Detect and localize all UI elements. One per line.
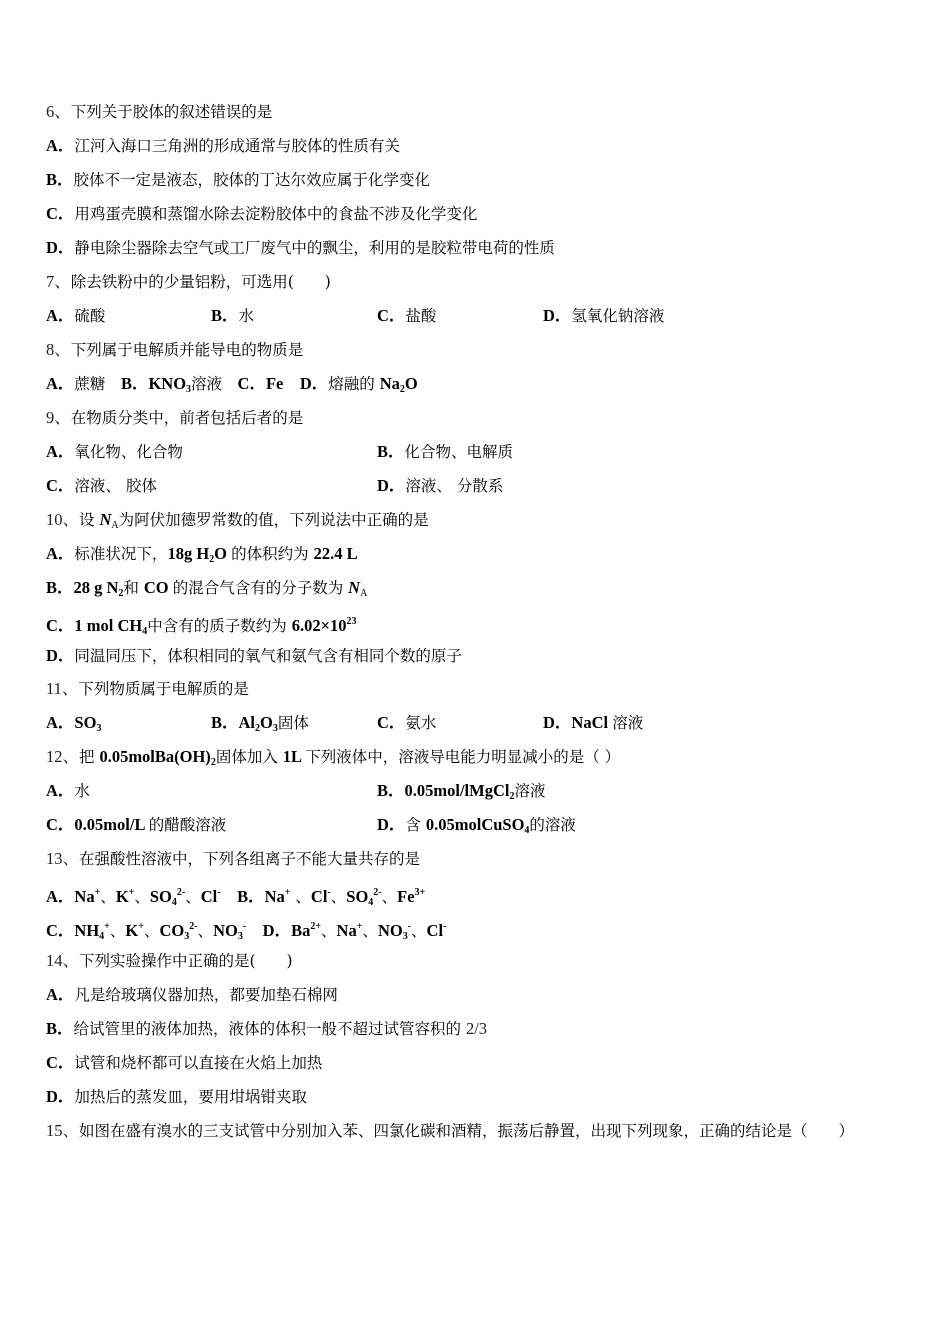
text-segment: - (407, 921, 412, 933)
text-segment: 、 (197, 922, 214, 941)
text-segment: 把 (79, 748, 100, 767)
option-text (46, 983, 338, 1007)
text-segment: 7、 (46, 271, 71, 291)
option-text (46, 168, 430, 192)
text-segment: 15、 (46, 1121, 79, 1141)
text-segment: D． (377, 475, 406, 495)
text-segment: C． (377, 305, 406, 325)
text-segment: Na (379, 373, 400, 393)
text-segment: D． (46, 1087, 75, 1107)
text-segment: 、 (290, 888, 311, 907)
text-segment: - (327, 887, 331, 899)
text-segment: Fe (397, 887, 415, 907)
text-segment: 2+ (310, 921, 322, 933)
option-text (543, 304, 664, 328)
text-segment: 溶液、 分散系 (405, 476, 504, 495)
option-text (46, 134, 400, 158)
text-segment: B．0.05mol/lMgCl (377, 781, 510, 801)
text-segment: 10、 (46, 509, 79, 529)
text-segment: 试管和烧杯都可以直接在火焰上加热 (74, 1054, 323, 1073)
text-segment: 2 (210, 757, 216, 769)
text-segment: 、 (362, 922, 378, 941)
text-segment: N (348, 577, 361, 597)
text-segment: 13、 (46, 849, 79, 869)
text-segment: + (356, 921, 363, 933)
text-segment: + (94, 887, 101, 899)
text-segment: B． (46, 1019, 74, 1039)
text-segment: NO (377, 921, 403, 941)
text-segment: 14、 (46, 951, 79, 971)
option-text (46, 100, 272, 124)
text-segment: 2- (189, 921, 198, 933)
text-segment: K (115, 887, 129, 907)
text-segment: O (260, 713, 273, 733)
text-segment: 、 (185, 888, 201, 907)
text-segment: C．0.05mol/L (46, 815, 149, 835)
text-segment: 2- (176, 887, 186, 899)
text-segment: 溶液、 胶体 (74, 476, 157, 495)
text-segment: NO (213, 921, 238, 941)
text-segment: 凡是给玻璃仪器加热，都要加垫石棉网 (74, 986, 338, 1005)
text-segment: 1L (282, 747, 306, 767)
text-segment: 氨水 (405, 714, 437, 733)
option-text (46, 1085, 307, 1109)
text-segment: 标准状况下， (74, 544, 168, 563)
text-segment: 9、 (46, 407, 71, 427)
option-text (211, 304, 254, 328)
option-text (46, 881, 425, 915)
option-text (46, 202, 477, 226)
text-segment: 、 (134, 888, 150, 907)
text-segment: 6.02×10 (291, 615, 347, 635)
text-segment: A． (46, 135, 75, 155)
text-segment: Cl (200, 887, 218, 907)
option-text (46, 338, 303, 362)
text-segment: D．NaCl (543, 713, 613, 733)
text-segment: 下列属于电解质并能导电的物质是 (70, 340, 304, 359)
text-segment: + (104, 921, 110, 933)
option-text (543, 711, 643, 735)
text-segment: 4 (142, 625, 148, 637)
text-segment: 2 (209, 553, 215, 565)
text-segment: B．Na (220, 887, 285, 907)
text-segment: 4 (171, 897, 177, 909)
text-segment: 3 (96, 723, 102, 735)
option-text (211, 711, 309, 741)
text-segment: A． (46, 781, 75, 801)
option-text (46, 644, 462, 668)
text-segment: N (99, 509, 112, 529)
text-segment: 在物质分类中，前者包括后者的是 (70, 408, 304, 427)
text-segment: C． (46, 1053, 75, 1073)
text-segment: 和 (123, 578, 144, 597)
text-segment: 23 (346, 615, 357, 627)
text-segment: 如图在盛有溴水的三支试管中分别加入苯、四氯化碳和酒精，振荡后静置，出现下列现象，正确的结论是（ ） (79, 1122, 855, 1141)
text-segment: 12、 (46, 747, 79, 767)
text-segment: 、 (411, 922, 427, 941)
text-segment: 的混合气含有的分子数为 (172, 578, 349, 597)
text-segment: 4 (99, 931, 105, 943)
option-text (377, 711, 436, 735)
option-text (46, 1119, 854, 1143)
text-segment: 同温同压下，体积相同的氧气和氨气含有相同个数的原子 (74, 646, 462, 665)
text-segment: CO (159, 921, 185, 941)
text-segment: 除去铁粉中的少量铝粉，可选用( ) (70, 272, 331, 291)
text-segment: 固体加入 (215, 748, 283, 767)
text-segment: 水 (74, 782, 90, 801)
text-segment: 胶体不一定是液态，胶体的丁达尔效应属于化学变化 (73, 170, 431, 189)
text-segment: 氧化物、化合物 (74, 442, 183, 461)
text-segment: 、 (100, 888, 116, 907)
text-segment: 含 (405, 816, 426, 835)
option-text (46, 542, 358, 572)
text-segment: 在强酸性溶液中，下列各组离子不能大量共存的是 (79, 850, 421, 869)
text-segment: A． (46, 373, 75, 393)
option-text (46, 915, 446, 949)
text-segment: A． (46, 985, 75, 1005)
text-segment: 设 (79, 510, 100, 529)
text-segment: 2 (255, 723, 261, 735)
text-segment: C． (46, 203, 75, 223)
text-segment: 18g H (167, 543, 210, 563)
text-segment: 溶液 (612, 714, 644, 733)
text-segment: A． (46, 543, 75, 563)
text-segment: 盐酸 (405, 306, 437, 325)
text-segment: B．Al (211, 713, 256, 733)
text-segment: SO (149, 887, 172, 907)
text-segment: D． (543, 305, 572, 325)
text-segment: 6、 (46, 102, 71, 121)
option-text (46, 711, 101, 741)
option-text (46, 474, 157, 498)
text-segment: 水 (238, 306, 255, 325)
text-segment: B．28 g N (46, 577, 119, 597)
text-segment: 22.4 L (313, 543, 358, 563)
option-text (377, 304, 436, 328)
text-segment: - (217, 887, 221, 899)
text-segment: 的溶液 (529, 816, 576, 835)
text-segment: 的体积约为 (231, 544, 314, 563)
option-text (46, 406, 303, 430)
text-segment: 2 (118, 587, 124, 599)
text-segment: 3 (402, 931, 408, 943)
text-segment: Cl (310, 887, 328, 907)
option-text (46, 372, 418, 402)
text-segment: B． (377, 441, 405, 461)
text-segment: 固体 (277, 714, 309, 733)
option-text (46, 677, 249, 701)
text-segment: A．SO (46, 713, 97, 733)
text-segment: 硫酸 (74, 306, 106, 325)
option-text (46, 949, 293, 973)
option-text (46, 440, 183, 464)
text-segment: 熔融的 (328, 374, 380, 393)
text-segment: 、 (143, 922, 160, 941)
text-segment: 、 (381, 888, 398, 907)
text-segment: 给试管里的液体加热，液体的体积一般不超过试管容积的 (73, 1020, 466, 1039)
text-segment: 4 (524, 825, 530, 837)
text-segment: 8、 (46, 339, 71, 359)
option-text (46, 236, 555, 260)
text-segment: 溶液 (191, 374, 238, 393)
text-segment: D． (377, 815, 406, 835)
text-segment: + (284, 887, 291, 899)
text-segment: CO (143, 577, 173, 597)
text-segment: C．1 mol CH (46, 615, 143, 635)
option-text (377, 474, 503, 498)
text-segment: 中含有的质子数约为 (147, 616, 292, 635)
text-segment: 3 (184, 931, 190, 943)
text-segment: O (214, 543, 232, 563)
text-segment: 3 (186, 383, 192, 395)
text-segment: 为阿伏加德罗常数的值，下列说法中正确的是 (118, 510, 429, 529)
option-text (46, 847, 420, 871)
text-segment: C．NH (46, 921, 100, 941)
option-text (46, 779, 90, 803)
text-segment: 下列物质属于电解质的是 (78, 680, 249, 699)
text-segment: SO (346, 887, 369, 907)
text-segment: 化合物、电解质 (404, 442, 514, 461)
text-segment: 、 (321, 922, 337, 941)
option-text (46, 1051, 322, 1075)
text-segment: - (443, 921, 447, 933)
text-segment: 下列液体中，溶液导电能力明显减小的是（ ） (305, 748, 621, 767)
text-segment: 蔗糖 (74, 374, 121, 393)
option-text (377, 440, 513, 464)
option-text (46, 1017, 487, 1041)
text-segment: 3+ (414, 887, 426, 899)
text-segment: Cl (426, 921, 444, 941)
option-text (46, 813, 226, 837)
text-segment: K (125, 921, 139, 941)
text-segment: 静电除尘器除去空气或工厂废气中的飘尘，利用的是胶粒带电荷的性质 (74, 238, 555, 257)
text-segment: 2/3 (465, 1019, 488, 1039)
text-segment: 氢氧化钠溶液 (571, 306, 665, 325)
text-segment: 11、 (46, 679, 79, 699)
text-segment: 2 (509, 791, 515, 803)
text-segment: 0.05molBa(OH) (99, 747, 211, 767)
text-segment: O (404, 373, 418, 393)
text-segment: A．Na (46, 887, 95, 907)
text-segment: 溶液 (514, 782, 546, 801)
text-segment: 、 (109, 922, 126, 941)
option-text (46, 610, 356, 644)
text-segment: 3 (237, 931, 243, 943)
text-segment: 0.05molCuSO (425, 815, 525, 835)
text-segment: 2- (373, 887, 382, 899)
text-segment: 下列关于胶体的叙述错误的是 (70, 103, 273, 121)
text-segment: B．KNO (120, 373, 187, 393)
text-segment: A (360, 587, 368, 599)
text-segment: D．Ba (246, 921, 311, 941)
text-segment: A． (46, 305, 75, 325)
text-segment: Na (336, 921, 357, 941)
text-segment: + (128, 887, 135, 899)
option-text (46, 576, 367, 606)
option-text (46, 304, 105, 328)
text-segment: 、 (330, 888, 347, 907)
text-segment: 3 (272, 723, 278, 735)
text-segment: D． (46, 645, 75, 665)
text-segment: B． (211, 305, 239, 325)
option-text (46, 745, 620, 775)
text-segment: C． (46, 475, 75, 495)
text-segment: D． (46, 237, 75, 257)
text-segment: A (111, 519, 119, 531)
text-segment: + (138, 921, 144, 933)
option-text (377, 779, 545, 809)
option-text (46, 270, 331, 294)
text-segment: B． (46, 169, 74, 189)
text-segment: A． (46, 441, 75, 461)
text-segment: - (242, 921, 247, 933)
text-segment: C．Fe D． (237, 373, 329, 393)
text-segment: 用鸡蛋壳膜和蒸馏水除去淀粉胶体中的食盐不涉及化学变化 (74, 204, 478, 223)
text-segment: 4 (368, 897, 374, 909)
text-segment: 江河入海口三角洲的形成通常与胶体的性质有关 (74, 136, 400, 155)
text-segment: C． (377, 713, 406, 733)
text-segment: 2 (399, 383, 405, 395)
text-segment: 下列实验操作中正确的是( ) (79, 952, 293, 971)
option-text (46, 508, 429, 538)
option-text (377, 813, 576, 843)
text-segment: 的醋酸溶液 (148, 816, 227, 835)
text-segment: 加热后的蒸发皿，要用坩埚钳夹取 (74, 1088, 307, 1107)
